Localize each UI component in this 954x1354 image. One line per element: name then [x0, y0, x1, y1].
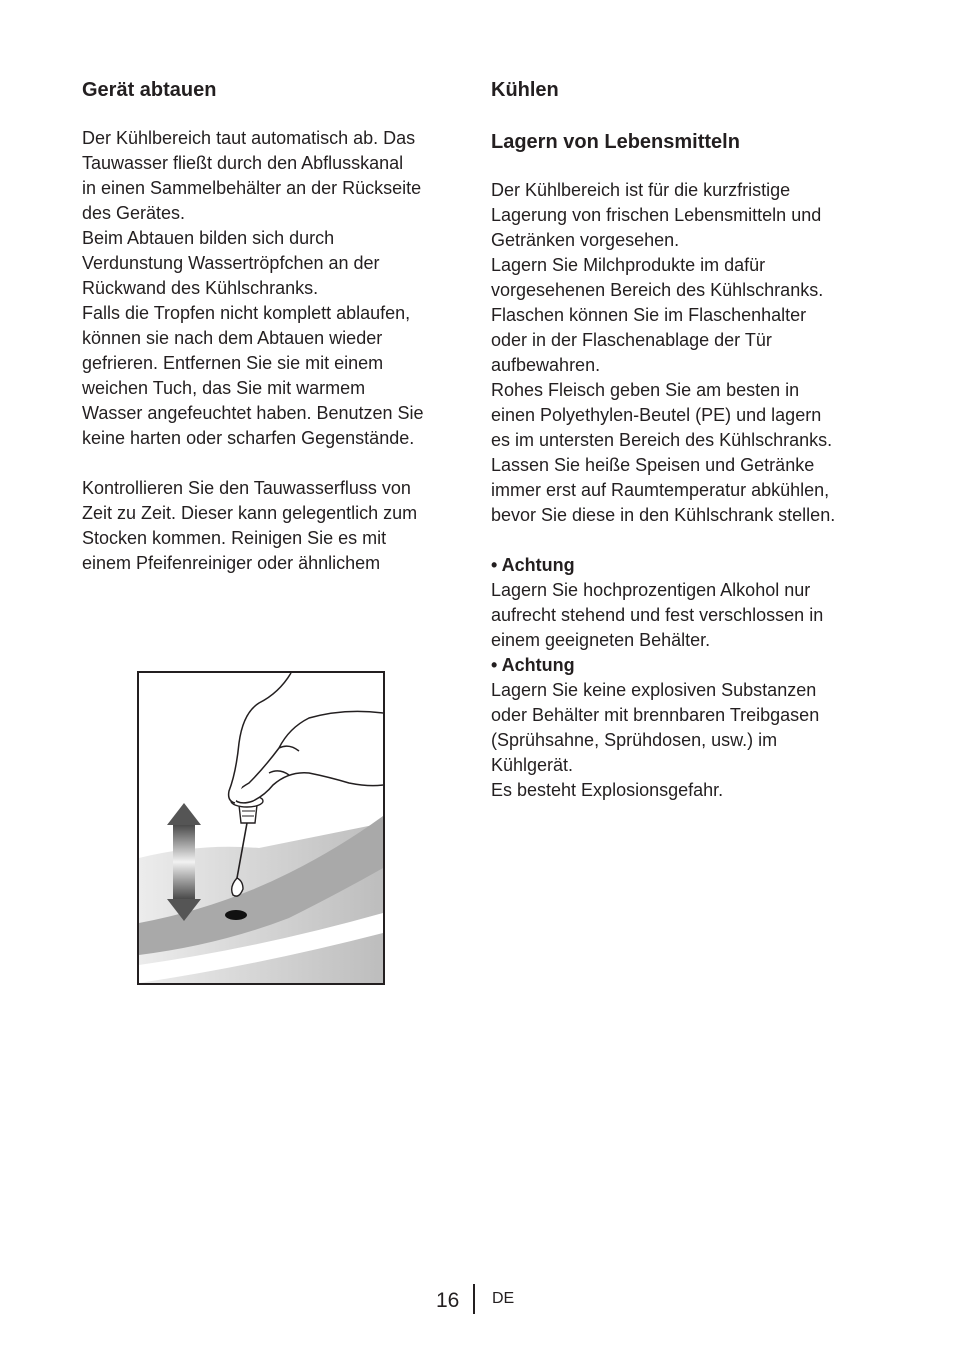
page-number: 16	[436, 1289, 460, 1312]
drain-cleaning-illustration	[137, 671, 385, 985]
defrost-paragraph-1: Der Kühlbereich taut automatisch ab. Das Tauwasser fließt durch den Abflusskanal in einen Sammelbehälter an der Rückseite des Gerätes. Beim Abtauen bilden sich durch Verdunstung Wassertröpfchen an der Rückwand des Kühlschranks. Falls die Tropfen nicht komplett ablaufen, können sie nach dem Abtauen wieder gefrieren. Entfernen Sie sie mit einem weichen Tuch, das Sie mit warmem Wasser angefeuchtet haben. Benutzen Sie keine harten oder scharfen Gegenstände.	[82, 128, 424, 448]
defrost-paragraph-2: Kontrollieren Sie den Tauwasserfluss von Zeit zu Zeit. Dieser kann gelegentlich zum Stocken kommen. Reinigen Sie es mit einem Pfeifenreiniger oder ähnlichem	[82, 478, 418, 573]
section-heading-cooling: Kühlen	[491, 79, 559, 101]
right-column	[491, 74, 881, 803]
drain-hole	[225, 910, 247, 920]
warning-title: • Achtung	[491, 555, 575, 575]
warning-title: • Achtung	[491, 655, 575, 675]
hand-icon	[229, 673, 383, 803]
section-subheading-food-storage: Lagern von Lebensmitteln	[491, 131, 740, 153]
warning-alcohol: • Achtung Lagern Sie hochprozentigen Alkohol nur aufrecht stehend und fest verschlossen in einem geeigneten Behälter.	[491, 553, 881, 653]
warning-explosives: • Achtung Lagern Sie keine explosiven Substanzen oder Behälter mit brennbaren Treibgasen (Sprühsahne, Sprühdosen, usw.) im Kühlgerät. Es besteht Explosionsgefahr.	[491, 653, 881, 803]
food-storage-paragraph: Der Kühlbereich ist für die kurzfristige Lagerung von frischen Lebensmitteln und Getränken vorgesehen. Lagern Sie Milchprodukte im dafür vorgesehenen Bereich des Kühlschranks. Flaschen können Sie im Flaschenhalter oder in der Flaschenablage der Tür aufbewahren. Rohes Fleisch geben Sie am besten in einen Polyethylen-Beutel (PE) und lagern es im untersten Bereich des Kühlschranks. Lassen Sie heiße Speisen und Getränke immer erst auf Raumtemperatur abkühlen, bevor Sie diese in den Kühlschrank stellen.	[491, 180, 836, 525]
left-column	[82, 74, 462, 576]
language-code: DE	[492, 1290, 515, 1307]
section-heading-defrost: Gerät abtauen	[82, 79, 217, 101]
footer-divider	[473, 1284, 475, 1314]
